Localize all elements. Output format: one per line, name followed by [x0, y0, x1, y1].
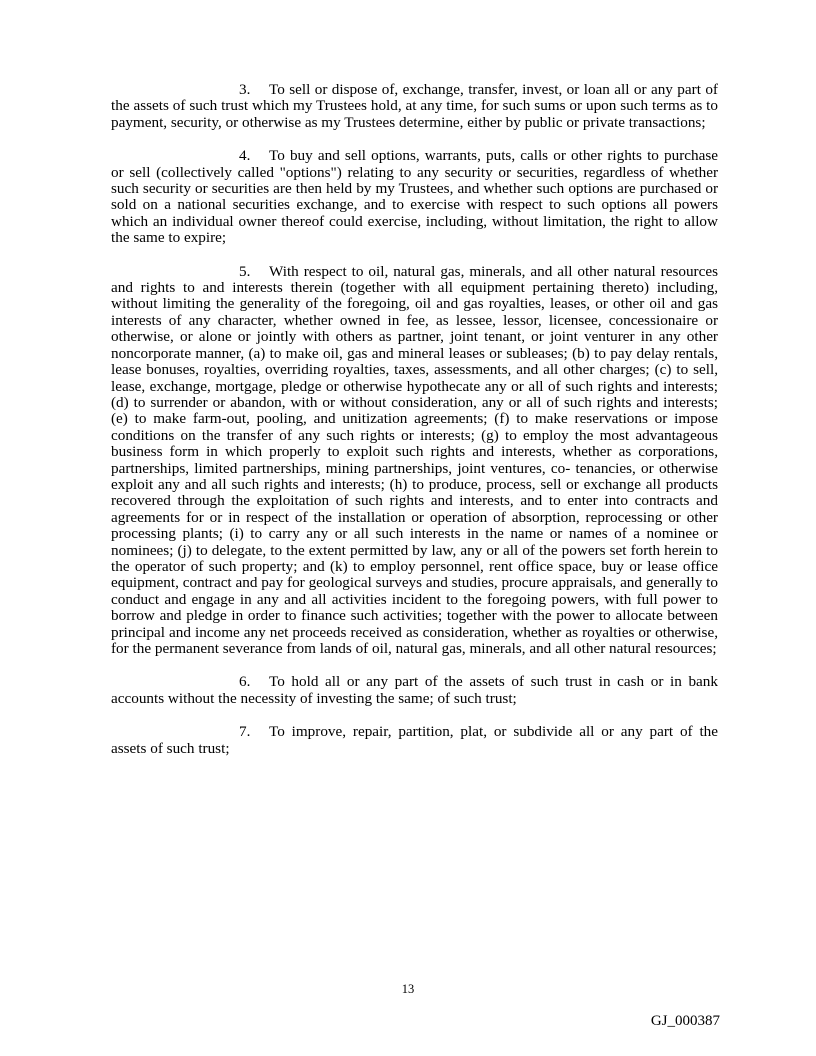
paragraph-text: With respect to oil, natural gas, minerals, and all other natural resources and rights to and interests therein (together with all equipment pertaining thereto) including, without limiting the generality of the foregoing, oil and gas royalties, leases, or other oil and gas interests of any character, whether owned in fee, as lessee, lessor, licensee, concessionaire or otherwise, or alone or jointly with others as partner, joint tenant, or joint venturer in any other noncorporate manner, (a) to make oil, gas and mineral leases or subleases; (b) to pay delay rentals, lease bonuses, royalties, overriding royalties, taxes, assessments, and all other charges; (c) to sell, lease, exchange, mortgage, pledge or otherwise hypothecate any or all of such rights and interests; (d) to surrender or abandon, with or without consideration, any or all of such rights and interests; (e) to make farm-out, pooling, and unitization agreements; (f) to make reservations or impose conditions on the transfer of any such rights or interests; (g) to employ the most advantageous business form in which properly to exploit such rights and interests, whether as corporations, partnerships, limited partnerships, mining partnerships, joint ventures, co- tenancies, or otherwise exploit any and all such rights and interests; (h) to produce, process, sell or exchange all products recovered through the exploitation of such rights and interests, and to enter into contracts and agreements for or in respect of the installation or operation of absorption, reprocessing or other processing plants; (i) to carry any or all such interests in the name or names of a nominee or nominees; (j) to delegate, to the extent permitted by law, any or all of the powers set forth herein to the operator of such property; and (k) to employ personnel, rent office space, buy or lease office equipment, contract and pay for geological surveys and studies, procure appraisals, and generally to conduct and engage in any and all activities incident to the foregoing powers, with full power to borrow and pledge in order to finance such activities; together with the power to allocate between principal and income any net proceeds received as consideration, whether as royalties or otherwise, for the permanent severance from lands of oil, natural gas, minerals, and all other natural resources;	[111, 262, 718, 657]
paragraph-6	[111, 674, 718, 707]
paragraph-number: 4.	[239, 147, 251, 165]
paragraph-number: 6.	[239, 673, 251, 691]
paragraph-number: 3.	[239, 81, 251, 98]
paragraph-3	[111, 82, 718, 131]
paragraph-text: To sell or dispose of, exchange, transfer, invest, or loan all or any part of the assets of such trust which my Trustees hold, at any time, for such sums or upon such terms as to payment, security, or otherwise as my Trustees determine, either by public or private transactions;	[111, 81, 718, 131]
paragraph-number: 7.	[239, 723, 251, 741]
paragraph-text: To hold all or any part of the assets of such trust in cash or in bank accounts without the necessity of investing the same; of such trust;	[111, 673, 718, 707]
paragraph-7	[111, 724, 718, 757]
bates-number: GJ_000387	[650, 1013, 720, 1029]
paragraph-text: To improve, repair, partition, plat, or subdivide all or any part of the assets of such trust;	[111, 723, 718, 757]
paragraph-5	[111, 264, 718, 658]
paragraph-number: 5.	[239, 262, 251, 280]
page-number: 13	[401, 982, 415, 996]
document-body	[111, 82, 718, 774]
paragraph-text: To buy and sell options, warrants, puts, calls or other rights to purchase or sell (collectively called "options") relating to any security or securities, regardless of whether such security or securities are then held by my Trustees, and whether such options are purchased or sold on a national securities exchange, and to exercise with respect to such options all powers which an individual owner thereof could exercise, including, without limitation, the right to allow the same to expire;	[111, 147, 718, 247]
paragraph-4	[111, 148, 718, 246]
